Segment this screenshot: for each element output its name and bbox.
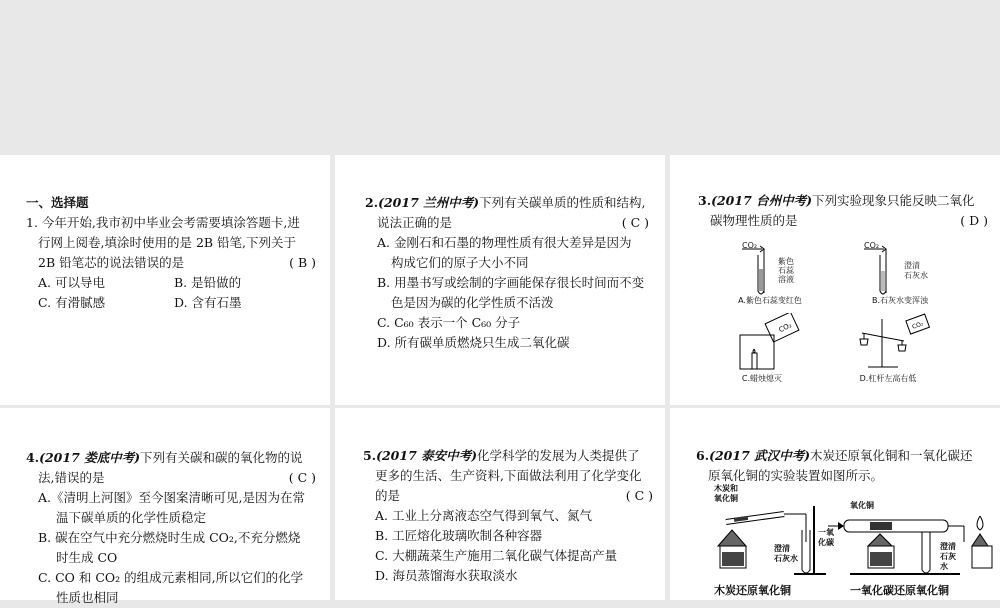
question-line: 1. 今年开始,我市初中毕业会考需要填涂答题卡,进 bbox=[26, 215, 300, 230]
charcoal-cuo-label: 氧化铜 bbox=[714, 494, 738, 503]
figure-c bbox=[732, 313, 812, 387]
option-b-cont: 色是因为碳的化学性质不活泼 bbox=[391, 295, 554, 310]
question-line: 6.(2017 武汉中考)木炭还原氧化铜和一氧化碳还 bbox=[696, 448, 973, 463]
limewater-label: 石灰水 bbox=[904, 271, 928, 280]
caption-c: C.蜡烛熄灭 bbox=[741, 374, 783, 383]
option-c: C. 有滑腻感 bbox=[38, 295, 106, 310]
co2-label: CO₂ bbox=[742, 241, 758, 250]
question-line: 更多的生活、生产资料,下面做法利用了化学变化 bbox=[375, 468, 642, 483]
option-a-cont: 温下碳单质的化学性质稳定 bbox=[56, 510, 207, 525]
limewater-label: 澄清 bbox=[774, 544, 790, 553]
limewater-label: 澄清 bbox=[940, 542, 956, 551]
question-card-1 bbox=[0, 155, 330, 405]
caption-b: B.石灰水变浑浊 bbox=[871, 296, 929, 305]
option-c: C. C₆₀ 表示一个 C₆₀ 分子 bbox=[377, 315, 521, 330]
question-line: 2B 铅笔芯的说法错误的是 ( B ) bbox=[26, 253, 316, 273]
option-a: A. 金刚石和石墨的物理性质有很大差异是因为 bbox=[377, 235, 632, 250]
question-line: 3.(2017 台州中考)下列实验现象只能反映二氧化 bbox=[698, 193, 975, 208]
co2-label: CO₂ bbox=[864, 241, 880, 250]
figure-a bbox=[730, 243, 810, 307]
question-line: 2.(2017 兰州中考)下列有关碳单质的性质和结构, bbox=[365, 195, 646, 210]
option-a-cont: 构成它们的原子大小不同 bbox=[391, 255, 529, 270]
question-line: 碳物理性质的是 ( D ) bbox=[698, 211, 988, 231]
question-source: (2017 娄底中考) bbox=[39, 450, 141, 465]
question-number: 5. bbox=[363, 448, 377, 463]
section-title: 一、选择题 bbox=[26, 195, 89, 210]
question-number: 4. bbox=[26, 450, 40, 465]
option-d: D. 海员蒸馏海水获取淡水 bbox=[375, 568, 518, 583]
cuo-label: 氧化铜 bbox=[850, 501, 874, 510]
limewater-label: 石灰 bbox=[940, 552, 956, 561]
option-b: B. 碳在空气中充分燃烧时生成 CO₂,不充分燃烧 bbox=[38, 530, 301, 545]
question-source: (2017 武汉中考) bbox=[709, 448, 811, 463]
option-d: D. 所有碳单质燃烧只生成二氧化碳 bbox=[377, 335, 570, 350]
question-line: 法,错误的是 ( C ) bbox=[26, 468, 316, 488]
question-card-3 bbox=[670, 155, 1000, 405]
question-card-4 bbox=[0, 408, 330, 605]
answer-mark: ( C ) bbox=[621, 215, 649, 230]
option-b: B. 工匠熔化玻璃吹制各种容器 bbox=[375, 528, 543, 543]
svg-text:CO₂: CO₂ bbox=[911, 320, 925, 331]
option-c-cont: 性质也相同 bbox=[56, 590, 119, 605]
figure-b bbox=[860, 243, 940, 307]
candle-beaker-diagram bbox=[732, 313, 812, 373]
option-d: D. 含有石墨 bbox=[174, 295, 242, 310]
litmus-label: 石蕊 bbox=[778, 266, 794, 275]
question-line: 行网上阅卷,填涂时使用的是 2B 铅笔,下列关于 bbox=[38, 235, 297, 250]
limewater-label: 水 bbox=[940, 562, 948, 571]
option-a: A.《清明上河图》至今图案清晰可见,是因为在常 bbox=[38, 490, 305, 505]
option-b: B. 用墨书写或绘制的字画能保存很长时间而不变 bbox=[377, 275, 645, 290]
option-c: C. CO 和 CO₂ 的组成元素相同,所以它们的化学 bbox=[38, 570, 304, 585]
svg-text:CO₂: CO₂ bbox=[777, 321, 793, 335]
caption-a: A.紫色石蕊变红色 bbox=[738, 296, 802, 305]
apparatus-figure bbox=[710, 486, 1000, 600]
option-a: A. 可以导电 bbox=[38, 275, 105, 290]
lever-diagram bbox=[858, 313, 942, 373]
question-card-2 bbox=[335, 155, 665, 405]
option-a: A. 工业上分离液态空气得到氧气、氮气 bbox=[375, 508, 592, 523]
litmus-label: 紫色 bbox=[778, 257, 794, 266]
co-label: 化碳 bbox=[818, 538, 834, 547]
question-line: 5.(2017 泰安中考)化学科学的发展为人类提供了 bbox=[363, 448, 640, 463]
charcoal-cuo-label: 木炭和 bbox=[714, 484, 738, 493]
question-source: (2017 泰安中考) bbox=[376, 448, 478, 463]
question-number: 3. bbox=[698, 193, 712, 208]
question-card-5 bbox=[335, 408, 665, 600]
question-number: 6. bbox=[696, 448, 710, 463]
litmus-label: 溶液 bbox=[778, 275, 794, 284]
question-card-6 bbox=[670, 408, 1000, 600]
option-c: C. 大棚蔬菜生产施用二氧化碳气体提高产量 bbox=[375, 548, 618, 563]
answer-mark: ( D ) bbox=[960, 213, 988, 228]
figure-d bbox=[858, 313, 942, 387]
option-b-cont: 时生成 CO bbox=[56, 550, 118, 565]
answer-mark: ( B ) bbox=[289, 255, 316, 270]
question-source: (2017 台州中考) bbox=[711, 193, 813, 208]
question-number: 2. bbox=[365, 195, 379, 210]
question-line: 原氧化铜的实验装置如图所示。 bbox=[708, 468, 884, 483]
question-line: 4.(2017 娄底中考)下列有关碳和碳的氧化物的说 bbox=[26, 450, 303, 465]
question-source: (2017 兰州中考) bbox=[378, 195, 480, 210]
answer-mark: ( C ) bbox=[625, 488, 653, 503]
limewater-label: 澄清 bbox=[904, 261, 920, 270]
answer-mark: ( C ) bbox=[288, 470, 316, 485]
co-label: 一氧 bbox=[818, 528, 834, 537]
caption-right: 一氧化碳还原氧化铜 bbox=[850, 584, 949, 597]
question-line: 的是 ( C ) bbox=[363, 486, 653, 506]
limewater-label: 石灰水 bbox=[774, 554, 798, 563]
caption-left: 木炭还原氧化铜 bbox=[714, 584, 791, 597]
option-b: B. 是铅做的 bbox=[174, 275, 242, 290]
caption-d: D.杠杆左高右低 bbox=[859, 374, 917, 383]
question-line: 说法正确的是 ( C ) bbox=[365, 213, 649, 233]
